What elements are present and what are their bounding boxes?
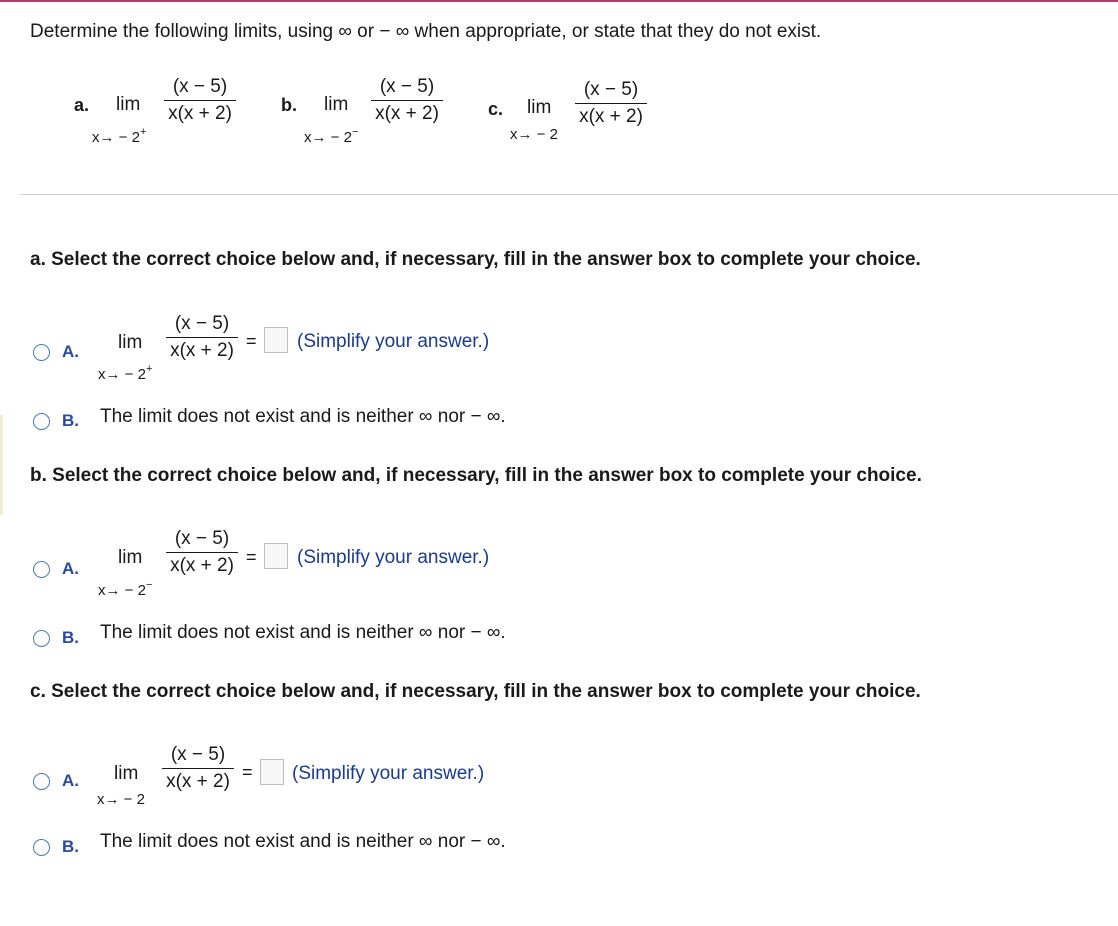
lim-text: lim xyxy=(527,97,552,118)
approach-text: x→ − 2− xyxy=(98,579,153,599)
section-instruction: a. Select the correct choice below and, if necessary, fill in the answer box to complete your choice. xyxy=(30,249,921,270)
fraction-bar xyxy=(575,103,647,104)
denominator: x(x + 2) xyxy=(166,771,230,792)
option-b-text: The limit does not exist and is neither ∞ nor − ∞. xyxy=(100,622,506,643)
section-instruction: b. Select the correct choice below and, if necessary, fill in the answer box to complete your choice. xyxy=(30,465,922,486)
answer-input-box[interactable] xyxy=(260,759,284,785)
fraction-bar xyxy=(166,337,238,338)
denominator: x(x + 2) xyxy=(375,103,439,124)
denominator: x(x + 2) xyxy=(170,340,234,361)
option-b-text: The limit does not exist and is neither ∞ nor − ∞. xyxy=(100,831,506,852)
fraction-bar xyxy=(162,768,234,769)
part-label: b. xyxy=(281,95,297,115)
question-prompt: Determine the following limits, using ∞ or − ∞ when appropriate, or state that they do not exist. xyxy=(30,21,822,42)
section-instruction: c. Select the correct choice below and, if necessary, fill in the answer box to complete your choice. xyxy=(30,681,921,702)
option-b-label: B. xyxy=(62,411,79,430)
denominator: x(x + 2) xyxy=(579,106,643,127)
limit-fraction xyxy=(371,76,443,125)
section-divider xyxy=(20,194,1118,195)
numerator: (x − 5) xyxy=(172,76,228,97)
equals-sign: = xyxy=(246,547,257,567)
numerator: (x − 5) xyxy=(379,76,435,97)
approach-text: x→ − 2 xyxy=(97,791,145,808)
lim-text: lim xyxy=(114,763,139,784)
top-border xyxy=(0,0,1118,2)
option-b-label: B. xyxy=(62,628,79,647)
lim-text: lim xyxy=(116,94,141,115)
answer-input-box[interactable] xyxy=(264,327,288,353)
limit-fraction xyxy=(166,528,238,577)
option-b-label: B. xyxy=(62,837,79,856)
simplify-hint: (Simplify your answer.) xyxy=(297,547,490,568)
limit-fraction xyxy=(575,79,647,128)
option-a-label: A. xyxy=(62,771,79,790)
numerator: (x − 5) xyxy=(583,79,639,100)
approach-text: x→ − 2 xyxy=(510,126,558,143)
left-scroll-marker xyxy=(0,415,3,515)
simplify-hint: (Simplify your answer.) xyxy=(292,763,485,784)
approach-text: x→ − 2+ xyxy=(98,363,153,383)
numerator: (x − 5) xyxy=(174,528,230,549)
simplify-hint: (Simplify your answer.) xyxy=(297,331,490,352)
lim-text: lim xyxy=(324,94,349,115)
approach-text: x→ − 2− xyxy=(304,126,359,146)
option-a-label: A. xyxy=(62,559,79,578)
denominator: x(x + 2) xyxy=(170,555,234,576)
approach-text: x→ − 2+ xyxy=(92,126,147,146)
fraction-bar xyxy=(166,552,238,553)
option-b-radio[interactable] xyxy=(33,413,50,430)
lim-text: lim xyxy=(118,332,143,353)
option-b-text: The limit does not exist and is neither ∞ nor − ∞. xyxy=(100,406,506,427)
option-b-radio[interactable] xyxy=(33,630,50,647)
numerator: (x − 5) xyxy=(174,313,230,334)
option-b-radio[interactable] xyxy=(33,839,50,856)
option-a-label: A. xyxy=(62,342,79,361)
equals-sign: = xyxy=(242,762,253,782)
denominator: x(x + 2) xyxy=(168,103,232,124)
limit-fraction xyxy=(166,313,238,362)
answer-input-box[interactable] xyxy=(264,543,288,569)
lim-text: lim xyxy=(118,547,143,568)
fraction-bar xyxy=(164,100,236,101)
option-a-radio[interactable] xyxy=(33,561,50,578)
limit-fraction xyxy=(162,744,234,793)
equals-sign: = xyxy=(246,331,257,351)
limit-fraction xyxy=(164,76,236,125)
option-a-radio[interactable] xyxy=(33,773,50,790)
part-label: a. xyxy=(74,95,90,115)
fraction-bar xyxy=(371,100,443,101)
option-a-radio[interactable] xyxy=(33,344,50,361)
numerator: (x − 5) xyxy=(170,744,226,765)
part-label: c. xyxy=(488,99,504,119)
